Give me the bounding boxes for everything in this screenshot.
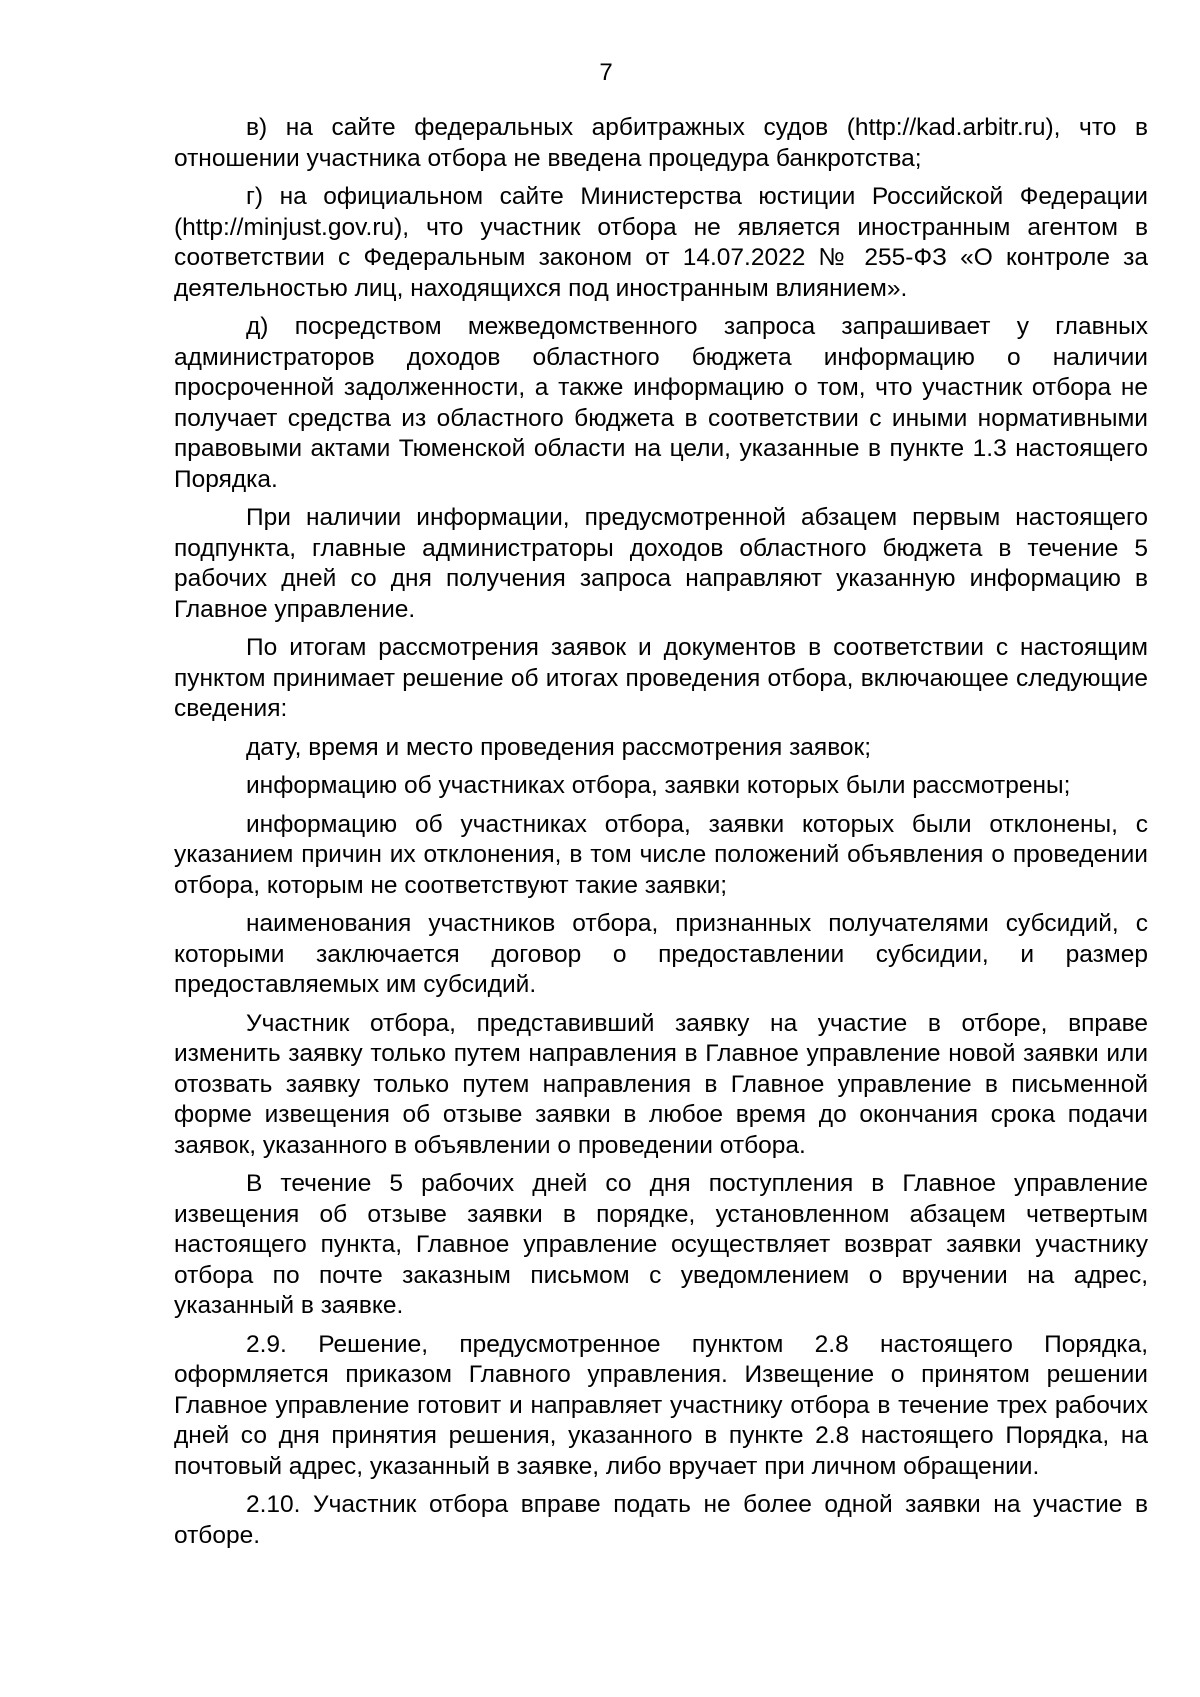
page-number: 7: [599, 59, 613, 86]
paragraph-subsidy-recipients: наименования участников отбора, признанных получателями субсидий, с которыми заключается договор о предоставлении субсидии, и размер предоставляемых им субсидий.: [174, 910, 1148, 998]
paragraph-application-change: Участник отбора, представивший заявку на участие в отборе, вправе изменить заявку только путем направления в Главное управление новой заявки или отозвать заявку только путем направления в Главное управление в письменной форме извещения об отзыве заявки в любое время до окончания срока подачи заявок, указанного в объявлении о проведении отбора.: [174, 1009, 1148, 1159]
paragraph-administrators-info: При наличии информации, предусмотренной абзацем первым настоящего подпункта, главные администраторы доходов областного бюджета в течение 5 рабочих дней со дня получения запроса направляют указанную информацию в Главное управление.: [174, 504, 1148, 623]
paragraph-item-v: в) на сайте федеральных арбитражных судов (http://kad.arbitr.ru), что в отношении участника отбора не введена процедура банкротства;: [174, 114, 1148, 172]
paragraph-reviewed-participants: информацию об участниках отбора, заявки которых были рассмотрены;: [246, 772, 1071, 799]
paragraph-item-d: д) посредством межведомственного запроса запрашивает у главных администраторов доходов областного бюджета информацию о наличии просроченной задолженности, а также информацию о том, что участник отбора не получает средства из областного бюджета в соответствии с иными нормативными правовыми актами Тюменской области на цели, указанные в пункте 1.3 настоящего Порядка.: [174, 313, 1148, 493]
paragraph-section-2-9: 2.9. Решение, предусмотренное пунктом 2.8 настоящего Порядка, оформляется приказом Главного управления. Извещение о принятом решении Главное управление готовит и направляет участнику отбора в течение трех рабочих дней со дня принятия решения, указанного в пункте 2.8 настоящего Порядка, на почтовый адрес, указанный в заявке, либо вручает при личном обращении.: [174, 1330, 1148, 1480]
paragraph-section-2-10: 2.10. Участник отбора вправе подать не более одной заявки на участие в отборе.: [174, 1491, 1148, 1549]
paragraph-decision-intro: По итогам рассмотрения заявок и документов в соответствии с настоящим пунктом принимает решение об итогах проведения отбора, включающее следующие сведения:: [174, 634, 1148, 722]
document-body: [174, 113, 1148, 1559]
paragraph-item-g: г) на официальном сайте Министерства юстиции Российской Федерации (http://minjust.gov.ru), что участник отбора не является иностранным агентом в соответствии с Федеральным законом от 14.07.2022 № 255-ФЗ «О контроле за деятельностью лиц, находящихся под иностранным влиянием».: [174, 183, 1148, 302]
paragraph-rejected-participants: информацию об участниках отбора, заявки которых были отклонены, с указанием причин их отклонения, в том числе положений объявления о проведении отбора, которым не соответствуют такие заявки;: [174, 810, 1148, 899]
paragraph-date-time-place: дату, время и место проведения рассмотрения заявок;: [246, 733, 872, 761]
paragraph-application-return: В течение 5 рабочих дней со дня поступления в Главное управление извещения об отзыве заявки в порядке, установленном абзацем четвертым настоящего пункта, Главное управление осуществляет возврат заявки участнику отбора по почте заказным письмом с уведомлением о вручении на адрес, указанный в заявке.: [174, 1170, 1148, 1319]
